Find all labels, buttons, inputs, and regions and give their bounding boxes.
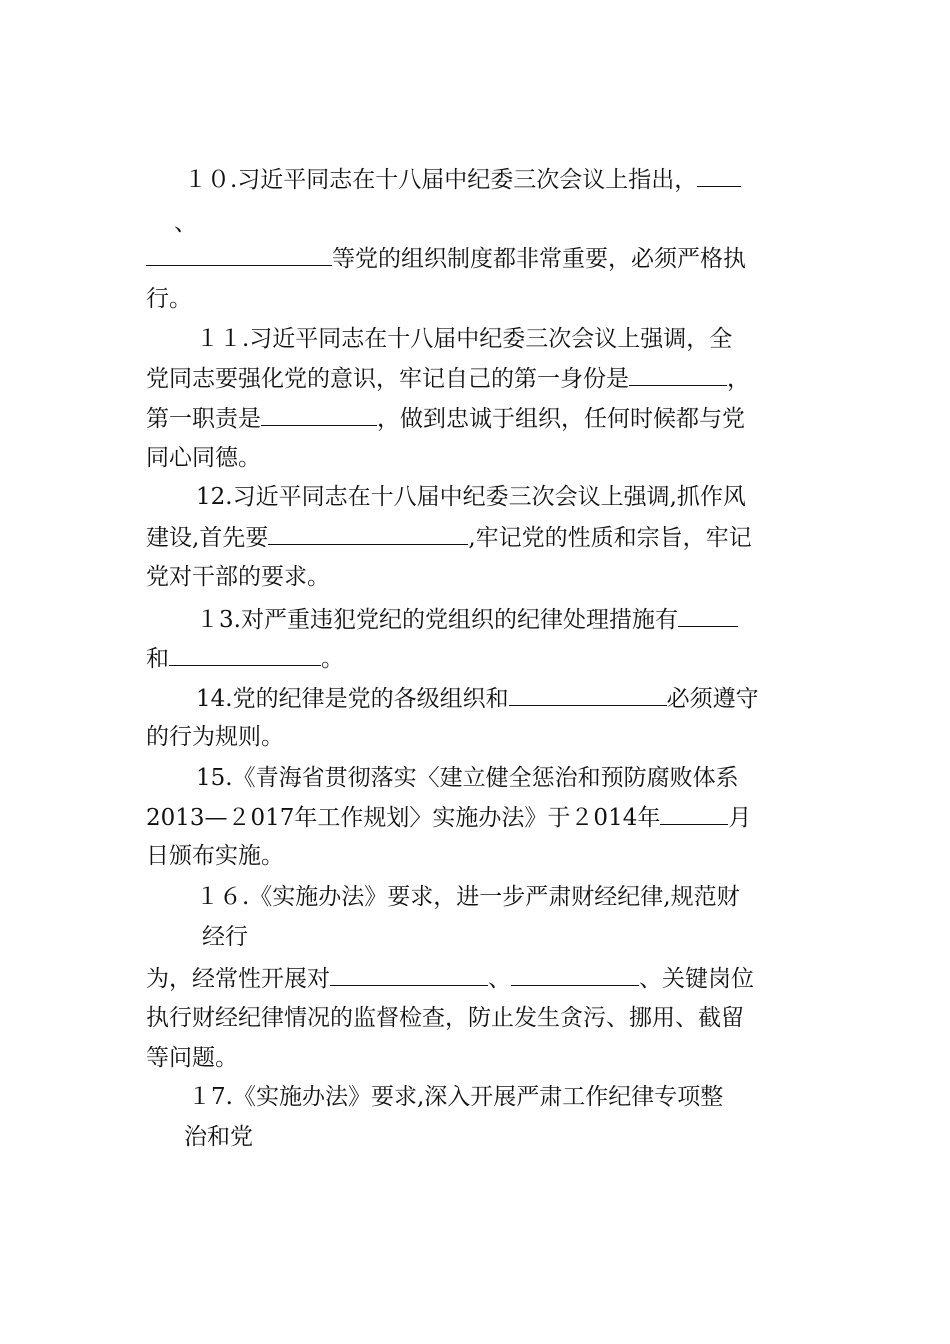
- q14-text: 必须遵守: [666, 686, 759, 712]
- q14-text: 的行为规则。: [146, 724, 284, 750]
- q11-text: ，: [727, 366, 750, 392]
- q16-line-1: [196, 882, 740, 912]
- q14-text: 14.党的纪律是党的各级组织和: [196, 686, 509, 712]
- q17-line-1: [188, 1082, 723, 1112]
- q12-line-2: [146, 522, 752, 552]
- q15-line-1: [196, 763, 739, 793]
- q16-text: 执行财经纪律情况的监督检查，防止发生贪污、挪用、截留: [146, 1005, 744, 1031]
- q10-text: 行。: [146, 286, 192, 312]
- q12-text: 党对干部的要求。: [146, 564, 330, 590]
- q12-text: 12.习近平同志在十八届中纪委三次会议上强调,抓作风: [196, 484, 746, 510]
- q11-line-4: [146, 443, 261, 473]
- q17-line-2: [184, 1122, 253, 1152]
- q11-text: ，做到忠诚于组织，任何时候都与党: [377, 406, 745, 432]
- q11-text: １１.习近平同志在十八届中纪委三次会议上强调，全: [196, 326, 733, 352]
- q15-line-3: [146, 841, 284, 871]
- q17-text: 治和党: [184, 1124, 253, 1150]
- q11-line-1: [196, 324, 732, 354]
- q13-text: 。: [321, 646, 344, 672]
- answer-blank: [330, 963, 488, 986]
- q10-text: 、: [174, 210, 197, 236]
- q13-line-1: [196, 604, 738, 634]
- q10-text: １０.习近平同志在十八届中纪委三次会议上指出，: [184, 167, 698, 193]
- q17-text: １7.《实施办法》要求,深入开展严肃工作纪律专项整: [188, 1084, 724, 1110]
- q15-text: 日颁布实施。: [146, 843, 284, 869]
- q16-line-2: [202, 922, 248, 952]
- answer-blank: [629, 363, 727, 386]
- q10-line-3: [146, 243, 746, 273]
- answer-blank: [678, 604, 738, 627]
- q13-text: 和: [146, 646, 169, 672]
- answer-blank: [511, 963, 639, 986]
- q16-line-4: [146, 1003, 744, 1033]
- q16-text: １６.《实施办法》要求，进一步严肃财经纪律,规范财: [196, 884, 740, 910]
- q16-text: 等问题。: [146, 1045, 238, 1071]
- q16-text: 经行: [202, 924, 248, 950]
- q11-line-2: [146, 363, 750, 393]
- q11-text: 党同志要强化党的意识，牢记自己的第一身份是: [146, 366, 629, 392]
- q15-line-2: [146, 802, 751, 832]
- q11-line-3: [146, 403, 745, 433]
- q15-text: 月: [728, 805, 752, 831]
- q14-line-1: [196, 683, 759, 713]
- q12-text: 建设,首先要: [146, 525, 269, 551]
- answer-blank: [169, 643, 321, 666]
- q15-text: 2013—２017年工作规划〉实施办法》于２014年: [146, 805, 661, 831]
- q12-text: ,牢记党的性质和宗旨，牢记: [468, 525, 752, 551]
- q11-text: 同心同德。: [146, 445, 261, 471]
- answer-blank: [509, 683, 667, 706]
- q10-line-4: [146, 284, 192, 314]
- answer-blank: [660, 802, 728, 825]
- answer-blank: [146, 243, 332, 266]
- q10-line-2: [174, 208, 197, 238]
- answer-blank: [697, 164, 741, 187]
- q13-line-2: [146, 643, 344, 673]
- q10-line-1: [184, 164, 741, 194]
- answer-blank: [261, 403, 377, 426]
- q10-text: 等党的组织制度都非常重要，必须严格执: [332, 246, 746, 272]
- q16-text: 、关键岗位: [639, 966, 754, 992]
- q12-line-3: [146, 562, 330, 592]
- answer-blank: [268, 522, 468, 545]
- q13-text: １3.对严重违犯党纪的党组织的纪律处理措施有: [196, 607, 678, 633]
- q16-text: 、: [488, 966, 511, 992]
- q16-line-5: [146, 1043, 238, 1073]
- q16-text: 为，经常性开展对: [146, 966, 330, 992]
- q11-text: 第一职责是: [146, 406, 261, 432]
- q15-text: 15.《青海省贯彻落实〈建立健全惩治和预防腐败体系: [196, 765, 739, 791]
- q16-line-3: [146, 963, 754, 993]
- q14-line-2: [146, 722, 284, 752]
- q12-line-1: [196, 482, 746, 512]
